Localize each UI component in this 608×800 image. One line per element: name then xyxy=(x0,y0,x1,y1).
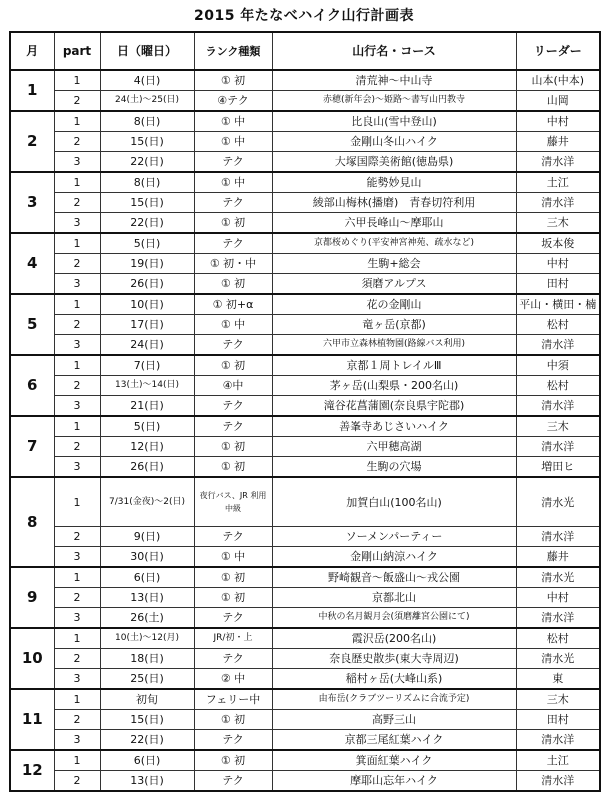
rank-cell: ① 初 xyxy=(194,457,272,478)
leader-cell: 土江 xyxy=(516,750,600,771)
rank-cell: ① 中 xyxy=(194,111,272,132)
document-title: 2015 年たなべハイク山行計画表 xyxy=(193,8,415,24)
part-cell: 1 xyxy=(54,233,100,254)
date-cell: 13(土)～14(日) xyxy=(100,376,194,396)
table-row xyxy=(10,193,600,213)
course-cell: 生駒の穴場 xyxy=(272,457,516,478)
rank-cell: ④テク xyxy=(194,91,272,112)
header-month: 月 xyxy=(10,32,54,70)
rank-cell: ① 初 xyxy=(194,567,272,588)
leader-cell: 坂本俊 xyxy=(516,233,600,254)
course-cell: 須磨アルプス xyxy=(272,274,516,295)
rank-cell: テク xyxy=(194,771,272,792)
date-cell: 22(日) xyxy=(100,730,194,751)
leader-cell: 清水洋 xyxy=(516,771,600,792)
table-row xyxy=(10,70,600,91)
date-cell: 12(日) xyxy=(100,437,194,457)
course-cell: 京都１周トレイルⅢ xyxy=(272,355,516,376)
rank-cell: ① 初 xyxy=(194,213,272,234)
table-row xyxy=(10,649,600,669)
rank-cell: JR/初・上 xyxy=(194,628,272,649)
rank-cell: テク xyxy=(194,527,272,547)
table-row xyxy=(10,730,600,751)
date-cell: 25(日) xyxy=(100,669,194,690)
course-cell: 由布岳(クラブツーリズムに合流予定) xyxy=(272,689,516,710)
date-cell: 18(日) xyxy=(100,649,194,669)
part-cell: 2 xyxy=(54,376,100,396)
rank-cell: 夜行バス、JR 利用中級 xyxy=(194,477,272,527)
date-cell: 15(日) xyxy=(100,132,194,152)
course-cell: 奈良歴史散歩(東大寺周辺) xyxy=(272,649,516,669)
leader-cell: 平山・横田・楠 xyxy=(516,294,600,315)
rank-cell: ① 初・中 xyxy=(194,254,272,274)
table-row xyxy=(10,567,600,588)
rank-cell: ① 中 xyxy=(194,547,272,568)
leader-cell: 中須 xyxy=(516,355,600,376)
date-cell: 初旬 xyxy=(100,689,194,710)
table-row xyxy=(10,355,600,376)
part-cell: 1 xyxy=(54,294,100,315)
date-cell: 24(土)～25(日) xyxy=(100,91,194,112)
leader-cell: 清水光 xyxy=(516,477,600,527)
date-cell: 7/31(金夜)～2(日) xyxy=(100,477,194,527)
month-cell: 4 xyxy=(10,233,54,294)
course-cell: ソーメンパーティー xyxy=(272,527,516,547)
table-row xyxy=(10,750,600,771)
header-rank: ランク種類 xyxy=(194,32,272,70)
month-cell: 2 xyxy=(10,111,54,172)
table-row xyxy=(10,274,600,295)
rank-cell: ① 初 xyxy=(194,588,272,608)
part-cell: 1 xyxy=(54,628,100,649)
rank-cell: ① 初+α xyxy=(194,294,272,315)
part-cell: 1 xyxy=(54,172,100,193)
leader-cell: 松村 xyxy=(516,376,600,396)
part-cell: 1 xyxy=(54,750,100,771)
rank-cell: ① 初 xyxy=(194,274,272,295)
part-cell: 2 xyxy=(54,527,100,547)
month-cell: 8 xyxy=(10,477,54,567)
date-cell: 6(日) xyxy=(100,567,194,588)
course-cell: 六甲長峰山～摩耶山 xyxy=(272,213,516,234)
table-row xyxy=(10,315,600,335)
leader-cell: 田村 xyxy=(516,710,600,730)
leader-cell: 藤井 xyxy=(516,547,600,568)
course-cell: 六甲市立森林植物園(路線バス利用) xyxy=(272,335,516,356)
part-cell: 1 xyxy=(54,689,100,710)
part-cell: 1 xyxy=(54,70,100,91)
date-cell: 9(日) xyxy=(100,527,194,547)
course-cell: 綾部山梅林(播磨) 青春切符利用 xyxy=(272,193,516,213)
date-cell: 21(日) xyxy=(100,396,194,417)
rank-cell: ① 中 xyxy=(194,172,272,193)
rank-cell: ① 初 xyxy=(194,355,272,376)
leader-cell: 三木 xyxy=(516,213,600,234)
table-row xyxy=(10,294,600,315)
course-cell: 京都桜めぐり(平安神宮神苑、疏水など) xyxy=(272,233,516,254)
leader-cell: 松村 xyxy=(516,315,600,335)
course-cell: 茅ヶ岳(山梨県・200名山) xyxy=(272,376,516,396)
date-cell: 10(日) xyxy=(100,294,194,315)
date-cell: 6(日) xyxy=(100,750,194,771)
part-cell: 3 xyxy=(54,274,100,295)
part-cell: 3 xyxy=(54,396,100,417)
rank-cell: ① 初 xyxy=(194,437,272,457)
course-cell: 加賀白山(100名山) xyxy=(272,477,516,527)
date-cell: 30(日) xyxy=(100,547,194,568)
part-cell: 1 xyxy=(54,355,100,376)
date-cell: 24(日) xyxy=(100,335,194,356)
leader-cell: 田村 xyxy=(516,274,600,295)
course-cell: 摩耶山忘年ハイク xyxy=(272,771,516,792)
month-cell: 5 xyxy=(10,294,54,355)
table-row xyxy=(10,689,600,710)
part-cell: 3 xyxy=(54,730,100,751)
rank-cell: テク xyxy=(194,396,272,417)
table-row xyxy=(10,111,600,132)
leader-cell: 三木 xyxy=(516,416,600,437)
leader-cell: 清水洋 xyxy=(516,152,600,173)
part-cell: 1 xyxy=(54,111,100,132)
part-cell: 2 xyxy=(54,315,100,335)
course-cell: 金剛山冬山ハイク xyxy=(272,132,516,152)
month-cell: 11 xyxy=(10,689,54,750)
leader-cell: 清水洋 xyxy=(516,730,600,751)
rank-cell: テク xyxy=(194,233,272,254)
leader-cell: 中村 xyxy=(516,588,600,608)
course-cell: 大塚国際美術館(徳島県) xyxy=(272,152,516,173)
table-row xyxy=(10,437,600,457)
course-cell: 滝谷花菖蒲園(奈良県宇陀郡) xyxy=(272,396,516,417)
header-part: part xyxy=(54,32,100,70)
date-cell: 13(日) xyxy=(100,771,194,792)
table-row xyxy=(10,213,600,234)
course-cell: 野崎観音～飯盛山～戎公園 xyxy=(272,567,516,588)
date-cell: 17(日) xyxy=(100,315,194,335)
table-row xyxy=(10,172,600,193)
table-row xyxy=(10,457,600,478)
course-cell: 稲村ヶ岳(大峰山系) xyxy=(272,669,516,690)
date-cell: 26(日) xyxy=(100,457,194,478)
part-cell: 3 xyxy=(54,547,100,568)
table-row xyxy=(10,527,600,547)
date-cell: 13(日) xyxy=(100,588,194,608)
leader-cell: 増田ヒ xyxy=(516,457,600,478)
part-cell: 2 xyxy=(54,710,100,730)
leader-cell: 清水洋 xyxy=(516,608,600,629)
course-cell: 六甲穂高湖 xyxy=(272,437,516,457)
part-cell: 2 xyxy=(54,437,100,457)
month-cell: 3 xyxy=(10,172,54,233)
header-course: 山行名・コース xyxy=(272,32,516,70)
course-cell: 金剛山納涼ハイク xyxy=(272,547,516,568)
part-cell: 3 xyxy=(54,335,100,356)
rank-cell: テク xyxy=(194,730,272,751)
table-row xyxy=(10,335,600,356)
table-row xyxy=(10,396,600,417)
part-cell: 3 xyxy=(54,608,100,629)
part-cell: 2 xyxy=(54,254,100,274)
course-cell: 赤穂(新年会)～姫路～書写山円教寺 xyxy=(272,91,516,112)
leader-cell: 清水洋 xyxy=(516,527,600,547)
rank-cell: テク xyxy=(194,416,272,437)
leader-cell: 清水洋 xyxy=(516,335,600,356)
hike-schedule-table xyxy=(9,31,601,792)
part-cell: 1 xyxy=(54,567,100,588)
part-cell: 2 xyxy=(54,193,100,213)
rank-cell: ④中 xyxy=(194,376,272,396)
part-cell: 1 xyxy=(54,477,100,527)
table-row xyxy=(10,771,600,792)
table-row xyxy=(10,628,600,649)
month-cell: 1 xyxy=(10,70,54,111)
table-row xyxy=(10,710,600,730)
leader-cell: 清水光 xyxy=(516,649,600,669)
header-date: 日（曜日） xyxy=(100,32,194,70)
table-row xyxy=(10,669,600,690)
rank-cell: ① 中 xyxy=(194,315,272,335)
part-cell: 2 xyxy=(54,771,100,792)
month-cell: 6 xyxy=(10,355,54,416)
part-cell: 2 xyxy=(54,649,100,669)
table-row xyxy=(10,254,600,274)
part-cell: 2 xyxy=(54,91,100,112)
date-cell: 26(土) xyxy=(100,608,194,629)
part-cell: 2 xyxy=(54,588,100,608)
leader-cell: 中村 xyxy=(516,111,600,132)
course-cell: 箕面紅葉ハイク xyxy=(272,750,516,771)
course-cell: 善峯寺あじさいハイク xyxy=(272,416,516,437)
part-cell: 2 xyxy=(54,132,100,152)
date-cell: 26(日) xyxy=(100,274,194,295)
table-row xyxy=(10,376,600,396)
date-cell: 4(日) xyxy=(100,70,194,91)
leader-cell: 三木 xyxy=(516,689,600,710)
date-cell: 10(土)～12(月) xyxy=(100,628,194,649)
leader-cell: 松村 xyxy=(516,628,600,649)
part-cell: 1 xyxy=(54,416,100,437)
date-cell: 15(日) xyxy=(100,710,194,730)
date-cell: 8(日) xyxy=(100,172,194,193)
header-leader: リーダー xyxy=(516,32,600,70)
leader-cell: 清水洋 xyxy=(516,437,600,457)
leader-cell: 藤井 xyxy=(516,132,600,152)
month-cell: 12 xyxy=(10,750,54,791)
date-cell: 5(日) xyxy=(100,233,194,254)
table-row xyxy=(10,91,600,112)
part-cell: 3 xyxy=(54,152,100,173)
table-row xyxy=(10,416,600,437)
course-cell: 比良山(雪中登山) xyxy=(272,111,516,132)
course-cell: 花の金剛山 xyxy=(272,294,516,315)
date-cell: 5(日) xyxy=(100,416,194,437)
rank-cell: テク xyxy=(194,608,272,629)
part-cell: 3 xyxy=(54,669,100,690)
rank-cell: テク xyxy=(194,649,272,669)
rank-cell: テク xyxy=(194,152,272,173)
date-cell: 22(日) xyxy=(100,213,194,234)
date-cell: 8(日) xyxy=(100,111,194,132)
table-row xyxy=(10,233,600,254)
table-row xyxy=(10,477,600,527)
course-cell: 清荒神～中山寺 xyxy=(272,70,516,91)
rank-cell: ① 中 xyxy=(194,132,272,152)
leader-cell: 清水洋 xyxy=(516,396,600,417)
course-cell: 竜ヶ岳(京都) xyxy=(272,315,516,335)
course-cell: 中秋の名月観月会(須磨離宮公園にて) xyxy=(272,608,516,629)
course-cell: 京都三尾紅葉ハイク xyxy=(272,730,516,751)
rank-cell: テク xyxy=(194,335,272,356)
leader-cell: 土江 xyxy=(516,172,600,193)
leader-cell: 山本(中本) xyxy=(516,70,600,91)
month-cell: 9 xyxy=(10,567,54,628)
course-cell: 高野三山 xyxy=(272,710,516,730)
table-row xyxy=(10,588,600,608)
rank-cell: フェリー中 xyxy=(194,689,272,710)
month-cell: 7 xyxy=(10,416,54,477)
rank-cell: ① 初 xyxy=(194,710,272,730)
part-cell: 3 xyxy=(54,457,100,478)
rank-cell: ① 初 xyxy=(194,750,272,771)
date-cell: 19(日) xyxy=(100,254,194,274)
leader-cell: 東 xyxy=(516,669,600,690)
schedule-body xyxy=(10,70,600,791)
rank-cell: テク xyxy=(194,193,272,213)
table-row xyxy=(10,547,600,568)
rank-cell: ② 中 xyxy=(194,669,272,690)
date-cell: 7(日) xyxy=(100,355,194,376)
leader-cell: 中村 xyxy=(516,254,600,274)
table-row xyxy=(10,132,600,152)
date-cell: 22(日) xyxy=(100,152,194,173)
leader-cell: 山岡 xyxy=(516,91,600,112)
course-cell: 霞沢岳(200名山) xyxy=(272,628,516,649)
table-row xyxy=(10,152,600,173)
month-cell: 10 xyxy=(10,628,54,689)
leader-cell: 清水光 xyxy=(516,567,600,588)
header-row xyxy=(10,32,600,70)
table-row xyxy=(10,608,600,629)
part-cell: 3 xyxy=(54,213,100,234)
course-cell: 生駒+総会 xyxy=(272,254,516,274)
course-cell: 能勢妙見山 xyxy=(272,172,516,193)
rank-cell: ① 初 xyxy=(194,70,272,91)
date-cell: 15(日) xyxy=(100,193,194,213)
leader-cell: 清水洋 xyxy=(516,193,600,213)
course-cell: 京都北山 xyxy=(272,588,516,608)
